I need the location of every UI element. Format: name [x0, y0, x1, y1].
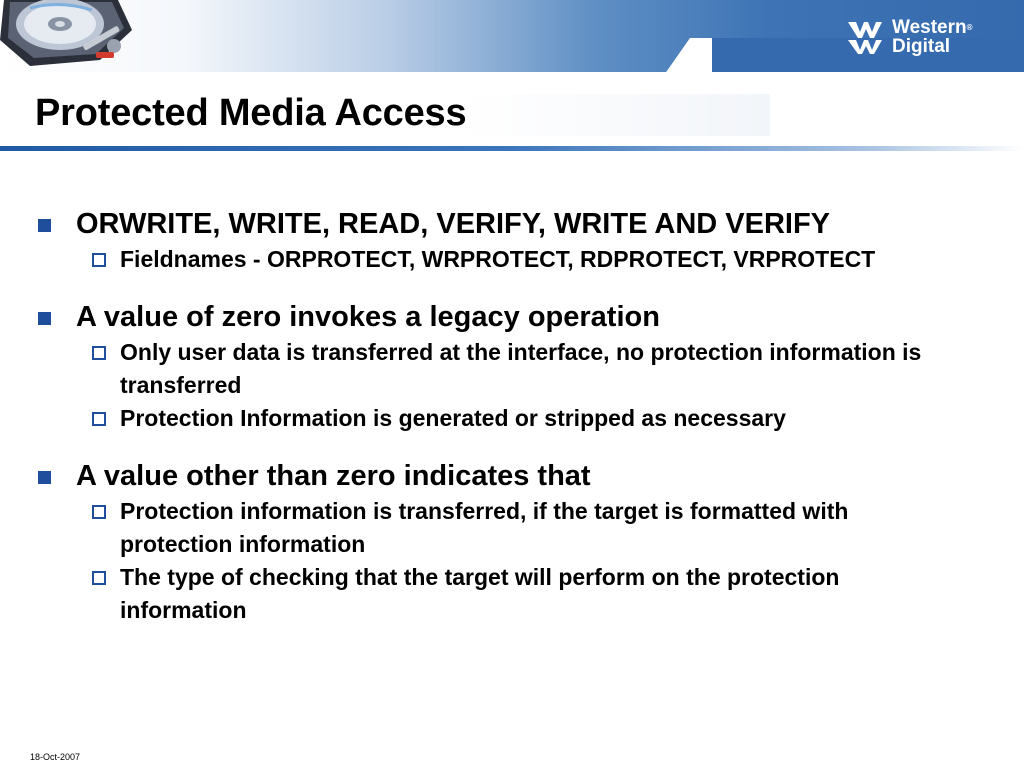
bullet-level-1 — [0, 205, 1024, 243]
sub-bullet-text: Fieldnames - ORPROTECT, WRPROTECT, RDPROTECT, VRPROTECT — [120, 246, 876, 272]
hollow-square-bullet-icon — [92, 571, 106, 585]
bullet-level-2 — [0, 243, 1024, 276]
square-bullet-icon — [38, 312, 51, 325]
footer-date: 18-Oct-2007 — [30, 752, 81, 762]
western-digital-logo — [846, 14, 1006, 60]
logo-line-2: Digital — [892, 36, 951, 57]
bullet-text: ORWRITE, WRITE, READ, VERIFY, WRITE AND VERIFY — [76, 208, 831, 240]
bullet-level-1 — [0, 298, 1024, 336]
sub-bullet-text: Protection information is transferred, if the target is formatted with protection information — [120, 498, 849, 557]
bullet-level-2 — [0, 402, 1024, 435]
sub-bullet-text: Protection Information is generated or stripped as necessary — [120, 405, 786, 431]
hollow-square-bullet-icon — [92, 412, 106, 426]
bullet-text: A value other than zero indicates that — [76, 460, 591, 492]
bullet-level-2 — [0, 561, 1024, 627]
hollow-square-bullet-icon — [92, 253, 106, 267]
slide-title: Protected Media Access — [35, 92, 467, 134]
logo-registered-mark: ® — [966, 23, 973, 32]
hollow-square-bullet-icon — [92, 346, 106, 360]
title-underline — [0, 146, 1024, 151]
hard-drive-icon — [0, 0, 140, 72]
sub-bullet-text: Only user data is transferred at the interface, no protection information is transferred — [120, 339, 922, 398]
bullet-level-1 — [0, 457, 1024, 495]
square-bullet-icon — [38, 471, 51, 484]
sub-bullet-text: The type of checking that the target will perform on the protection information — [120, 564, 840, 623]
western-digital-logo-mark — [846, 18, 884, 56]
square-bullet-icon — [38, 219, 51, 232]
slide-body — [0, 205, 1024, 627]
hollow-square-bullet-icon — [92, 505, 106, 519]
logo-line-1: Western — [892, 17, 967, 38]
bullet-level-2 — [0, 336, 1024, 402]
bullet-text: A value of zero invokes a legacy operation — [76, 301, 660, 333]
logo-wordmark — [892, 18, 973, 56]
bullet-level-2 — [0, 495, 1024, 561]
